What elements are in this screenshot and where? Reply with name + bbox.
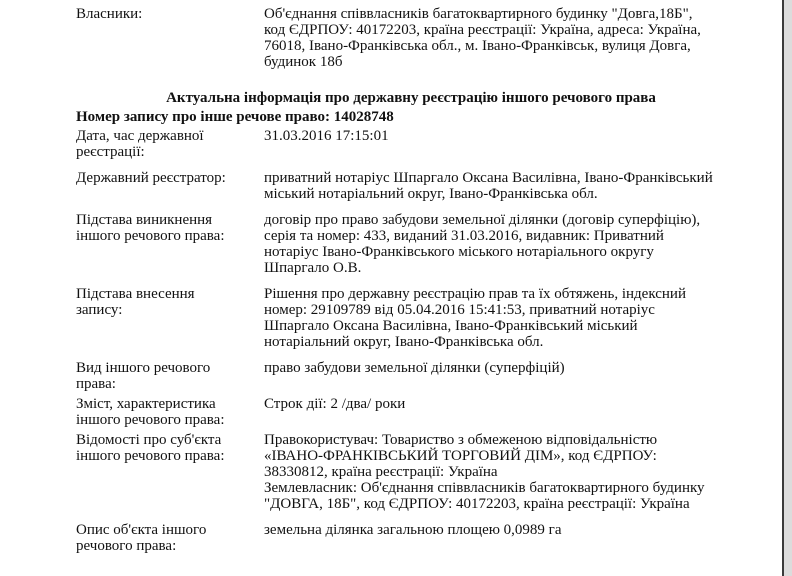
field-label bbox=[76, 286, 264, 350]
field-row-content bbox=[76, 396, 776, 428]
value-line: Рішення про державну реєстрацію прав та їх обтяжень, індексний bbox=[264, 286, 686, 302]
value-line: земельна ділянка загальною площею 0,0989 га bbox=[264, 522, 562, 538]
value-line: Правокористувач: Товариство з обмеженою відповідальністю bbox=[264, 432, 658, 448]
field-value bbox=[264, 286, 776, 350]
field-label bbox=[76, 360, 264, 392]
value-line: 38330812, країна реєстрації: Україна bbox=[264, 464, 498, 480]
field-row-registration-date bbox=[76, 128, 776, 160]
value-line: нотаріальний округ, Івано-Франківська обл. bbox=[264, 334, 544, 350]
field-value bbox=[264, 170, 776, 202]
field-value bbox=[264, 212, 776, 276]
field-label bbox=[76, 432, 264, 512]
label-line: Підстава виникнення bbox=[76, 212, 213, 228]
value-line: договір про право забудови земельної ділянки (договір суперфіцію), bbox=[264, 212, 701, 228]
value-line: Шпаргало Оксана Василівна, Івано-Франківський міський bbox=[264, 318, 638, 334]
owners-line: 76018, Івано-Франківська обл., м. Івано-Франківськ, вулиця Довга, bbox=[264, 38, 691, 54]
label-line: речового права: bbox=[76, 538, 177, 554]
label-line: іншого речового права: bbox=[76, 448, 225, 464]
value-line: Строк дії: 2 /два/ роки bbox=[264, 396, 406, 412]
value-line: «ІВАНО-ФРАНКІВСЬКИЙ ТОРГОВИЙ ДІМ», код ЄДРПОУ: bbox=[264, 448, 657, 464]
value-line: Землевласник: Об'єднання співвласників багатоквартирного будинку bbox=[264, 480, 705, 496]
field-value bbox=[264, 360, 776, 392]
field-value bbox=[264, 522, 776, 554]
owners-value bbox=[264, 6, 776, 70]
field-label bbox=[76, 522, 264, 554]
field-value bbox=[264, 128, 776, 160]
label-line: Підстава внесення bbox=[76, 286, 195, 302]
owners-row bbox=[76, 6, 776, 70]
label-line: права: bbox=[76, 376, 116, 392]
record-number: Номер запису про інше речове право: 14028748 bbox=[76, 109, 394, 125]
value-line: "ДОВГА, 18Б", код ЄДРПОУ: 40172203, країна реєстрації: Україна bbox=[264, 496, 690, 512]
viewer-right-edge bbox=[782, 0, 792, 576]
value-line: серія та номер: 433, виданий 31.03.2016, видавник: Приватний bbox=[264, 228, 664, 244]
label-line: Опис об'єкта іншого bbox=[76, 522, 207, 538]
label-line: іншого речового права: bbox=[76, 228, 225, 244]
page-border-line bbox=[782, 0, 784, 576]
section-heading: Актуальна інформація про державну реєстрацію іншого речового права bbox=[166, 90, 656, 106]
label-line: реєстрації: bbox=[76, 144, 145, 160]
field-label bbox=[76, 128, 264, 160]
owners-line: будинок 18б bbox=[264, 54, 343, 70]
field-label bbox=[76, 212, 264, 276]
field-value bbox=[264, 396, 776, 428]
value-line: приватний нотаріус Шпаргало Оксана Василівна, Івано-Франківський bbox=[264, 170, 713, 186]
label-line: запису: bbox=[76, 302, 123, 318]
value-line: 31.03.2016 17:15:01 bbox=[264, 128, 389, 144]
owners-line: Об'єднання співвласників багатоквартирного будинку "Довга,18Б", bbox=[264, 6, 693, 22]
owners-line: код ЄДРПОУ: 40172203, країна реєстрації: Україна, адреса: Україна, bbox=[264, 22, 701, 38]
field-row-basis-of-entry bbox=[76, 286, 776, 350]
owners-label: Власники: bbox=[76, 6, 143, 22]
value-line: нотаріус Івано-Франківського міського нотаріального округу bbox=[264, 244, 654, 260]
value-line: міський нотаріальний округ, Івано-Франківська обл. bbox=[264, 186, 598, 202]
value-line: Шпаргало О.В. bbox=[264, 260, 362, 276]
label-line: Дата, час державної bbox=[76, 128, 204, 144]
field-row-object-description bbox=[76, 522, 776, 554]
field-value bbox=[264, 432, 776, 512]
field-row-basis-of-right bbox=[76, 212, 776, 276]
label-line: Вид іншого речового bbox=[76, 360, 211, 376]
field-row-right-type bbox=[76, 360, 776, 392]
label-line: Державний реєстратор: bbox=[76, 170, 226, 186]
field-label bbox=[76, 396, 264, 428]
field-row-subject bbox=[76, 432, 776, 512]
value-line: номер: 29109789 від 05.04.2016 15:41:53, приватний нотаріус bbox=[264, 302, 655, 318]
label-line: Відомості про суб'єкта bbox=[76, 432, 222, 448]
document-body bbox=[76, 6, 776, 554]
field-row-registrar bbox=[76, 170, 776, 202]
value-line: право забудови земельної ділянки (суперфіцій) bbox=[264, 360, 565, 376]
field-label bbox=[76, 170, 264, 202]
label-line: Зміст, характеристика bbox=[76, 396, 216, 412]
label-line: іншого речового права: bbox=[76, 412, 225, 428]
